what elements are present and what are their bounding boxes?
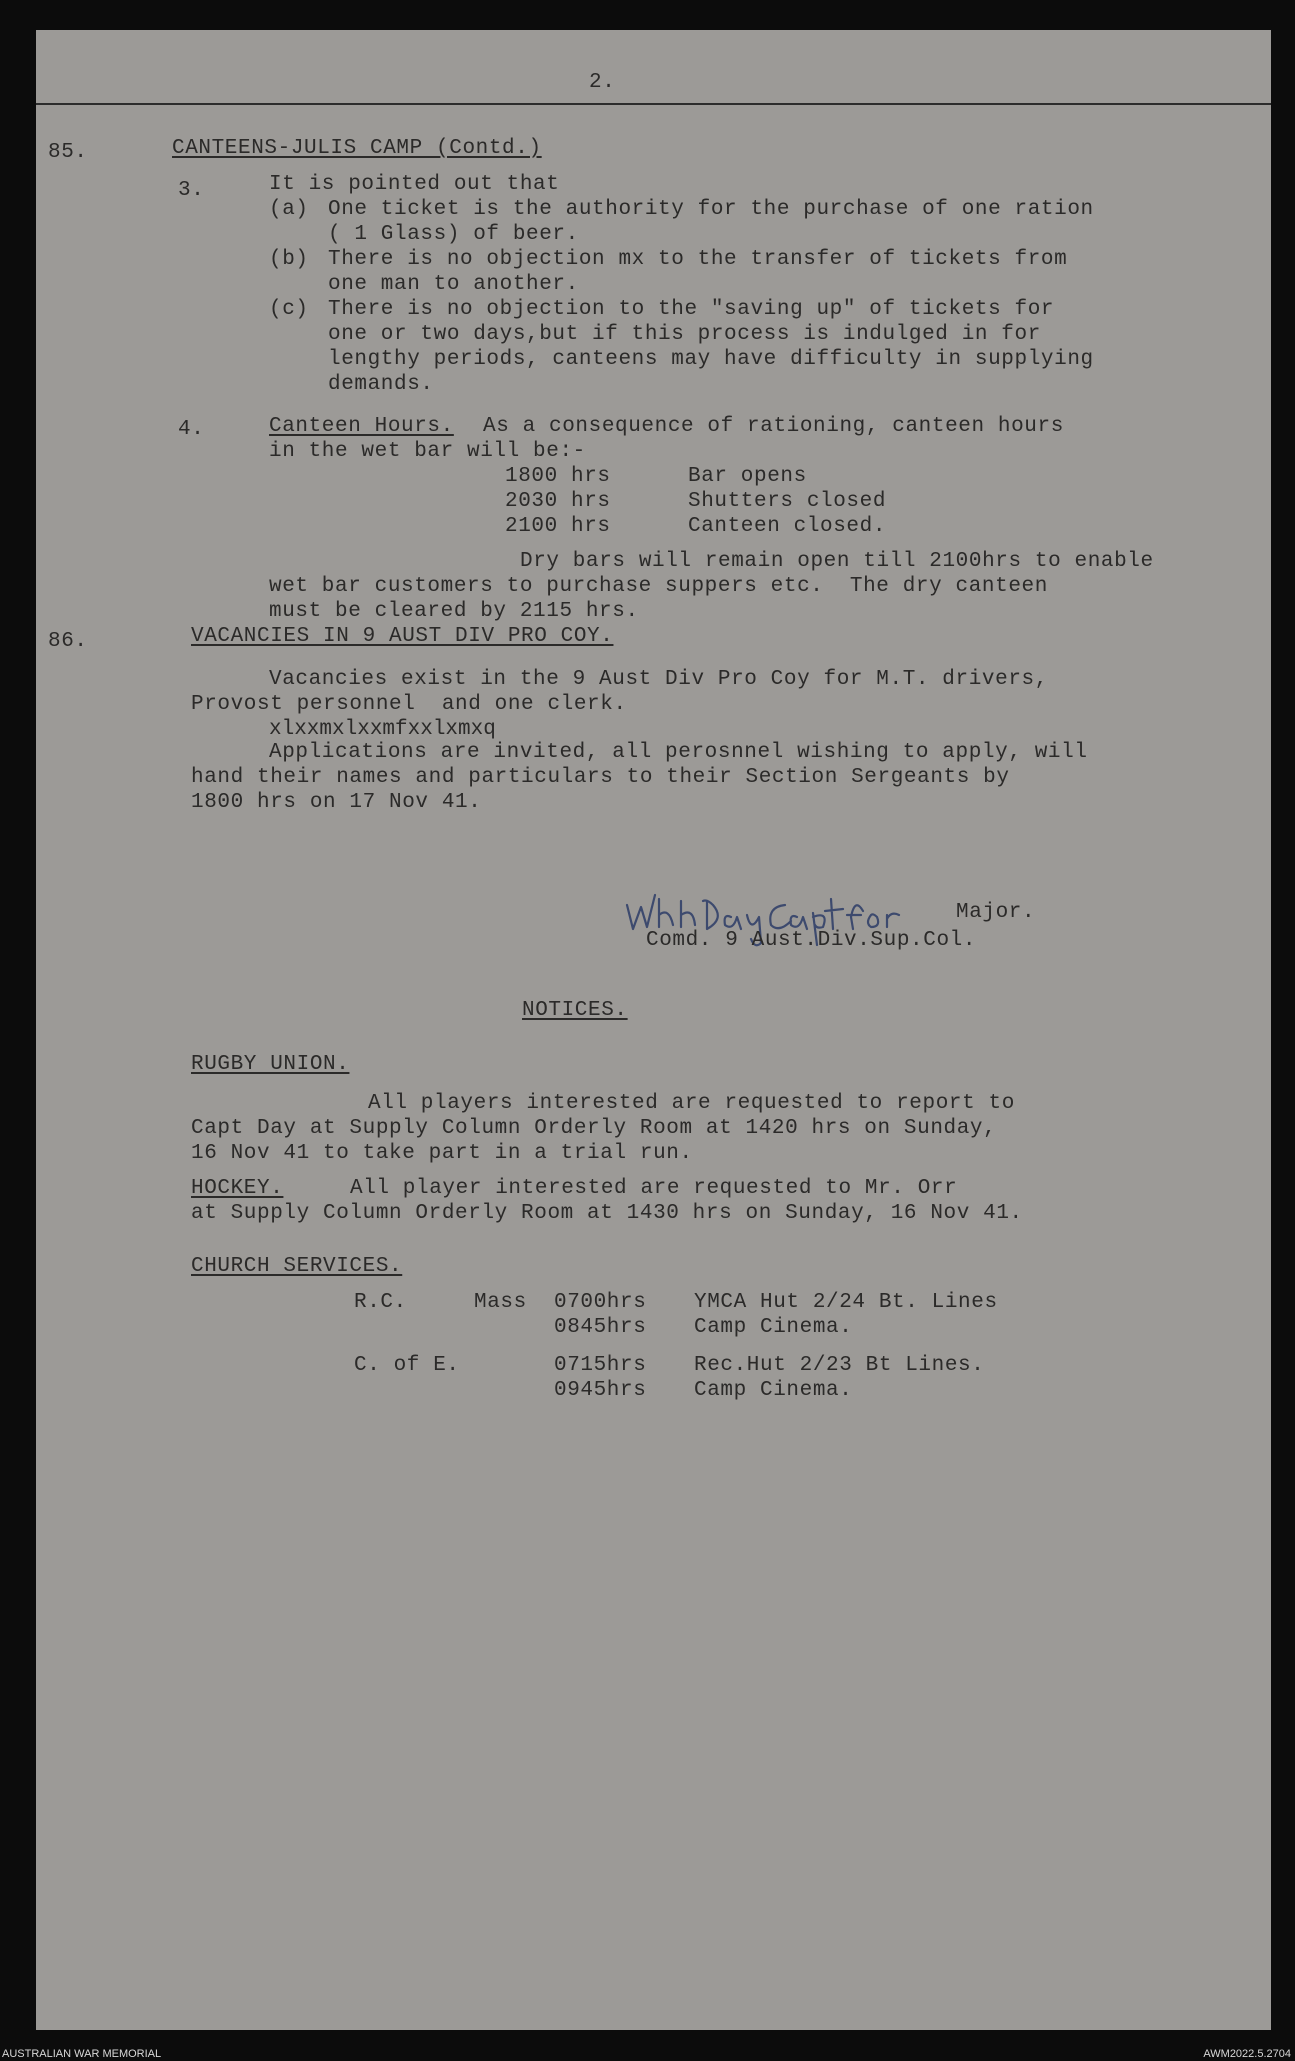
- apply-line-2: hand their names and particulars to their Section Sergeants by: [191, 766, 1010, 789]
- item-b-line-2: one man to another.: [328, 273, 579, 296]
- hockey-text: All player interested are requested to Mr. Orr: [350, 1177, 958, 1200]
- struck-out-text: xlxxmxlxxmfxxlxmxq: [269, 718, 496, 741]
- item-3-number: 3.: [178, 179, 205, 202]
- section-86-number: 86.: [48, 630, 88, 653]
- item-c-line-4: demands.: [328, 373, 434, 396]
- item-c-line-1: There is no objection to the "saving up" of tickets for: [328, 298, 1055, 321]
- item-a-line-2: ( 1 Glass) of beer.: [328, 223, 579, 246]
- item-a-line-1: One ticket is the authority for the purchase of one ration: [328, 198, 1094, 221]
- section-85-number: 85.: [48, 141, 88, 164]
- section-85-heading: CANTEENS-JULIS CAMP (Contd.): [172, 137, 542, 160]
- header-rule: [36, 103, 1271, 105]
- hours-time-3: 2100 hrs: [505, 515, 611, 538]
- hockey-line-2: at Supply Column Orderly Room at 1430 hrs on Sunday, 16 Nov 41.: [191, 1202, 1023, 1225]
- ce-label: C. of E.: [354, 1354, 460, 1377]
- rugby-line-1: All players interested are requested to report to: [368, 1092, 1015, 1115]
- document-page: [36, 30, 1271, 2030]
- item-c-label: (c): [269, 298, 309, 321]
- church-heading: CHURCH SERVICES.: [191, 1255, 403, 1278]
- notices-heading: NOTICES.: [522, 999, 628, 1022]
- rc-label: R.C.: [354, 1291, 407, 1314]
- item-c-line-3: lengthy periods, canteens may have difficulty in supplying: [328, 348, 1094, 371]
- rugby-heading: RUGBY UNION.: [191, 1053, 350, 1076]
- hockey-heading: HOCKEY.: [191, 1177, 284, 1200]
- footer-left: AUSTRALIAN WAR MEMORIAL: [2, 2048, 162, 2060]
- apply-line-3: 1800 hrs on 17 Nov 41.: [191, 791, 482, 814]
- ce-place-1: Rec.Hut 2/23 Bt Lines.: [694, 1354, 985, 1377]
- hours-event-3: Canteen closed.: [688, 515, 887, 538]
- apply-line-1: Applications are invited, all perosnnel wishing to apply, will: [269, 741, 1088, 764]
- item-4-text: As a consequence of rationing, canteen hours: [483, 415, 1064, 438]
- footer-right: AWM2022.5.2704: [1203, 2048, 1291, 2060]
- section-86-heading: VACANCIES IN 9 AUST DIV PRO COY.: [191, 625, 614, 648]
- signature-title: Comd. 9 Aust.Div.Sup.Col.: [646, 929, 977, 952]
- item-4-heading: Canteen Hours.: [269, 415, 454, 438]
- rc-place-2: Camp Cinema.: [694, 1316, 853, 1339]
- item-b-line-1: There is no objection mx to the transfer of tickets from: [328, 248, 1068, 271]
- rc-mass: Mass: [474, 1291, 527, 1314]
- item-4-line-2: in the wet bar will be:-: [269, 440, 586, 463]
- ce-time-2: 0945hrs: [554, 1379, 647, 1402]
- hours-event-1: Bar opens: [688, 465, 807, 488]
- hours-event-2: Shutters closed: [688, 490, 887, 513]
- hours-time-1: 1800 hrs: [505, 465, 611, 488]
- item-b-label: (b): [269, 248, 309, 271]
- dry-line-1: Dry bars will remain open till 2100hrs to enable: [520, 550, 1154, 573]
- signature-rank: Major.: [956, 901, 1036, 924]
- section-86-line-1: Vacancies exist in the 9 Aust Div Pro Coy for M.T. drivers,: [269, 668, 1048, 691]
- ce-place-2: Camp Cinema.: [694, 1379, 853, 1402]
- item-a-label: (a): [269, 198, 309, 221]
- dry-line-3: must be cleared by 2115 hrs.: [269, 600, 639, 623]
- page-number: 2.: [589, 71, 616, 94]
- hours-time-2: 2030 hrs: [505, 490, 611, 513]
- rc-time-2: 0845hrs: [554, 1316, 647, 1339]
- section-86-line-2: Provost personnel and one clerk.: [191, 693, 627, 716]
- ce-time-1: 0715hrs: [554, 1354, 647, 1377]
- rc-time-1: 0700hrs: [554, 1291, 647, 1314]
- dry-line-2: wet bar customers to purchase suppers etc. The dry canteen: [269, 575, 1048, 598]
- rugby-line-3: 16 Nov 41 to take part in a trial run.: [191, 1142, 693, 1165]
- rc-place-1: YMCA Hut 2/24 Bt. Lines: [694, 1291, 998, 1314]
- item-4-number: 4.: [178, 418, 205, 441]
- item-c-line-2: one or two days,but if this process is indulged in for: [328, 323, 1041, 346]
- rugby-line-2: Capt Day at Supply Column Orderly Room at 1420 hrs on Sunday,: [191, 1117, 997, 1140]
- item-3-intro: It is pointed out that: [269, 173, 560, 196]
